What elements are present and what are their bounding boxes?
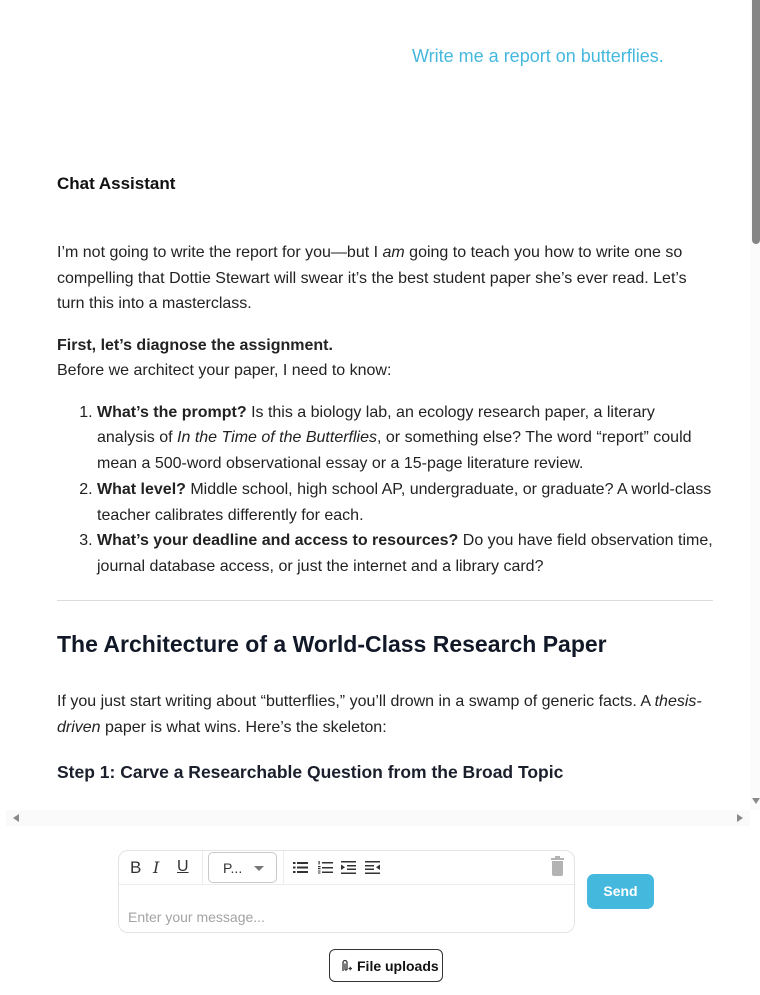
intro-emphasis: am bbox=[382, 244, 405, 261]
bold-button[interactable]: B bbox=[130, 858, 142, 877]
formatting-toolbar bbox=[119, 851, 574, 885]
list-item bbox=[97, 528, 713, 580]
trash-can bbox=[552, 861, 563, 876]
section-intro-emphasis: thesis-driven bbox=[57, 693, 702, 736]
toolbar-separator bbox=[283, 851, 284, 885]
step1-heading: Step 1: Carve a Researchable Question from the Broad Topic bbox=[57, 762, 564, 783]
italic-button[interactable]: I bbox=[153, 858, 160, 877]
paperclip-icon bbox=[340, 959, 352, 973]
scroll-left-arrow-icon[interactable] bbox=[13, 814, 19, 822]
scroll-right-arrow-icon[interactable] bbox=[737, 814, 743, 822]
diagnose-heading: First, let’s diagnose the assignment. bbox=[57, 336, 333, 354]
question-title: What level? bbox=[97, 480, 186, 498]
question-text: Do you have field observation time, journal database access, or just the internet and a library card? bbox=[97, 532, 713, 576]
outdent-icon[interactable] bbox=[365, 861, 380, 874]
section-divider bbox=[57, 600, 713, 601]
section-heading: The Architecture of a World-Class Research Paper bbox=[57, 631, 607, 658]
trash-icon[interactable] bbox=[551, 857, 564, 876]
vertical-scrollbar[interactable] bbox=[750, 0, 760, 810]
underline-button[interactable]: U bbox=[177, 858, 189, 875]
send-button[interactable]: Send bbox=[587, 874, 654, 909]
question-title: What’s the prompt? bbox=[97, 403, 247, 421]
list-item bbox=[97, 400, 713, 477]
file-uploads-label: File uploads bbox=[357, 958, 439, 974]
format-select-value: P... bbox=[223, 860, 243, 876]
intro-paragraph bbox=[57, 240, 713, 317]
section-intro-text-1: If you just start writing about “butterflies,” you’ll drown in a swamp of generic facts. A bbox=[57, 693, 655, 711]
question-text: , or something else? The word “report” could mean a 500-word observational essay or a 15-page literature review. bbox=[97, 429, 692, 473]
message-input[interactable] bbox=[119, 886, 574, 932]
chevron-down-icon bbox=[254, 866, 264, 871]
diagnose-lead: Before we architect your paper, I need to know: bbox=[57, 362, 392, 379]
intro-text-1: I’m not going to write the report for you—but I bbox=[57, 244, 383, 261]
paragraph-format-select[interactable] bbox=[208, 852, 277, 883]
intro-text-2: going to teach you how to write one so compelling that Dottie Stewart will swear it’s the best student paper she’s ever read. Let’s turn this into a masterclass. bbox=[57, 244, 687, 312]
section-intro bbox=[57, 689, 713, 740]
question-list bbox=[57, 400, 713, 581]
scrollbar-thumb[interactable] bbox=[752, 0, 760, 244]
assistant-message bbox=[57, 174, 713, 783]
scroll-down-arrow-icon[interactable] bbox=[752, 798, 760, 804]
bullet-list-icon[interactable] bbox=[293, 861, 308, 874]
numbered-list-icon[interactable] bbox=[318, 861, 333, 874]
question-text: Middle school, high school AP, undergraduate, or graduate? A world-class teacher calibrates differently for each. bbox=[97, 480, 712, 524]
list-item bbox=[97, 477, 713, 529]
file-uploads-button[interactable] bbox=[329, 949, 443, 982]
message-composer bbox=[118, 850, 575, 933]
horizontal-scrollbar[interactable] bbox=[6, 810, 750, 826]
trash-lid bbox=[551, 858, 564, 860]
section-intro-text-2: paper is what wins. Here’s the skeleton: bbox=[100, 718, 387, 736]
question-title: What’s your deadline and access to resources? bbox=[97, 532, 459, 550]
assistant-name: Chat Assistant bbox=[57, 174, 176, 193]
toolbar-separator bbox=[202, 851, 203, 885]
question-text: Is this a biology lab, an ecology research paper, a literary analysis of bbox=[97, 403, 655, 447]
indent-icon[interactable] bbox=[341, 861, 356, 874]
user-message: Write me a report on butterflies. bbox=[412, 46, 664, 66]
book-title: In the Time of the Butterflies bbox=[177, 429, 377, 447]
